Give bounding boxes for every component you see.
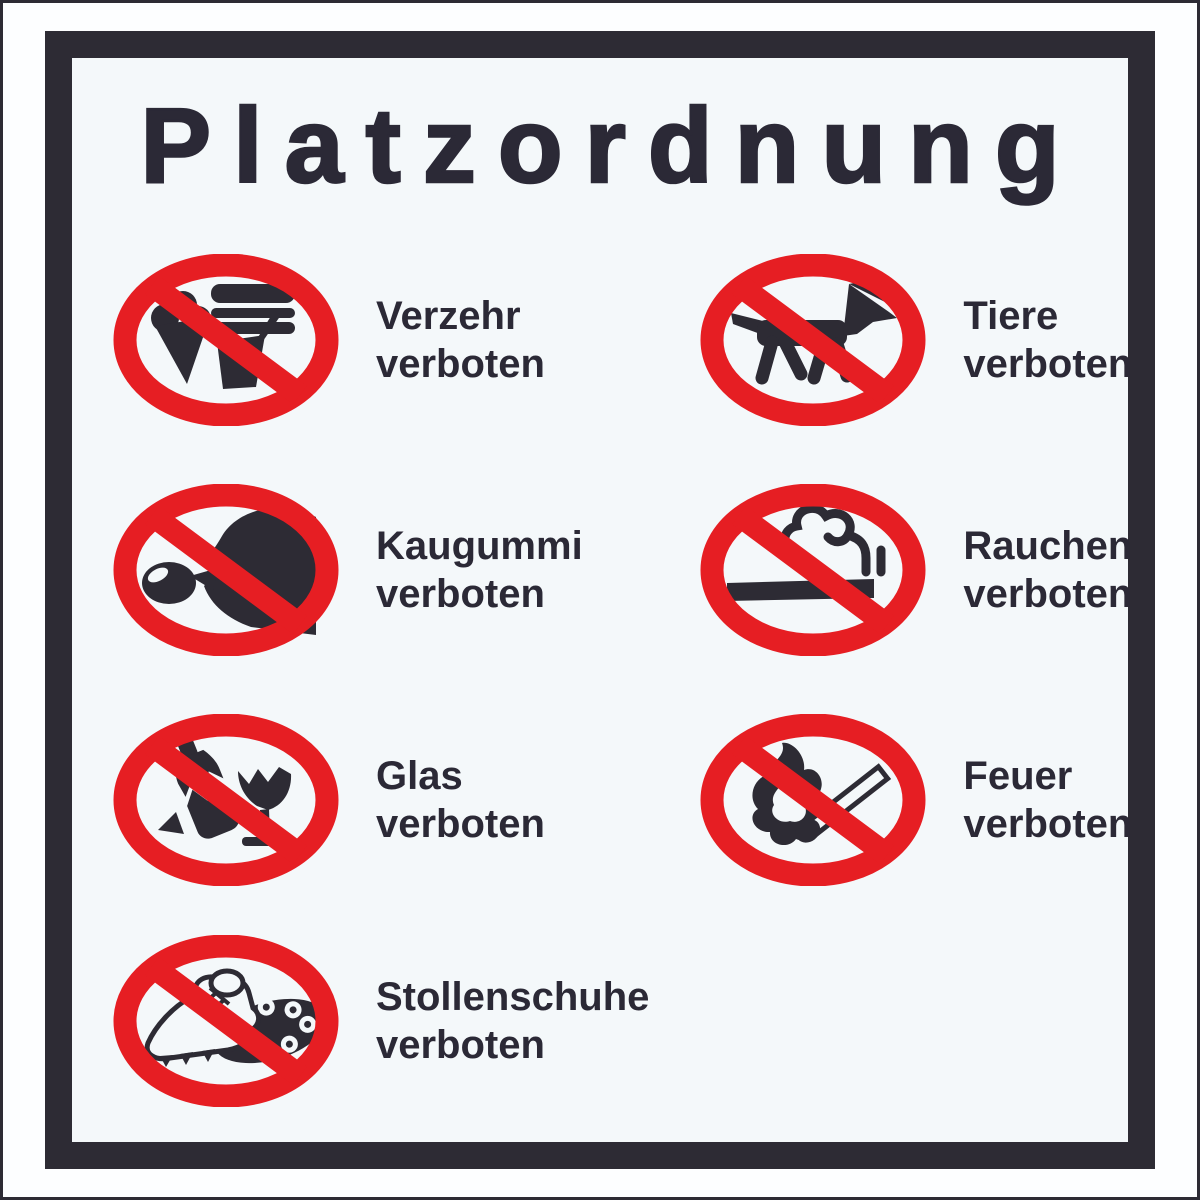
rule-label xyxy=(376,522,583,618)
rule-item-verzehr xyxy=(110,225,649,455)
rule-line2: verboten xyxy=(376,341,545,386)
rule-line2: verboten xyxy=(963,801,1133,846)
rule-item-rauchen xyxy=(697,455,1132,685)
no-food-icon xyxy=(110,254,342,426)
rule-line1: Rauchen xyxy=(963,523,1133,568)
no-cleats-icon xyxy=(110,935,342,1107)
rule-line2: verboten xyxy=(376,571,545,616)
sign-frame xyxy=(45,31,1155,1169)
no-smoking-icon xyxy=(697,484,929,656)
rule-line1: Glas xyxy=(376,753,463,798)
rule-label xyxy=(376,752,545,848)
rule-line1: Kaugummi xyxy=(376,523,583,568)
rule-line1: Tiere xyxy=(963,293,1059,338)
no-chewing-gum-icon xyxy=(110,484,342,656)
rule-line2: verboten xyxy=(963,571,1133,616)
sign-title: Platzordnung xyxy=(140,87,1082,205)
rule-label xyxy=(376,292,545,388)
rule-item-stollenschuhe xyxy=(110,915,649,1127)
rule-line2: verboten xyxy=(963,341,1133,386)
rule-item-glas xyxy=(110,685,649,915)
rule-label xyxy=(376,973,649,1069)
rule-line1: Stollenschuhe xyxy=(376,974,650,1019)
rule-line2: verboten xyxy=(376,801,545,846)
rule-line1: Feuer xyxy=(963,753,1073,798)
no-fire-icon xyxy=(697,714,929,886)
rule-label xyxy=(963,292,1132,388)
no-animals-icon xyxy=(697,254,929,426)
no-glass-icon xyxy=(110,714,342,886)
rule-item-tiere xyxy=(697,225,1132,455)
rule-line1: Verzehr xyxy=(376,293,521,338)
sign-content xyxy=(72,87,1133,1127)
rule-item-kaugummi xyxy=(110,455,649,685)
rule-line2: verboten xyxy=(376,1022,545,1067)
rules-grid xyxy=(110,225,1133,1127)
rule-label xyxy=(963,752,1132,848)
rule-label xyxy=(963,522,1132,618)
rule-item-feuer xyxy=(697,685,1132,915)
